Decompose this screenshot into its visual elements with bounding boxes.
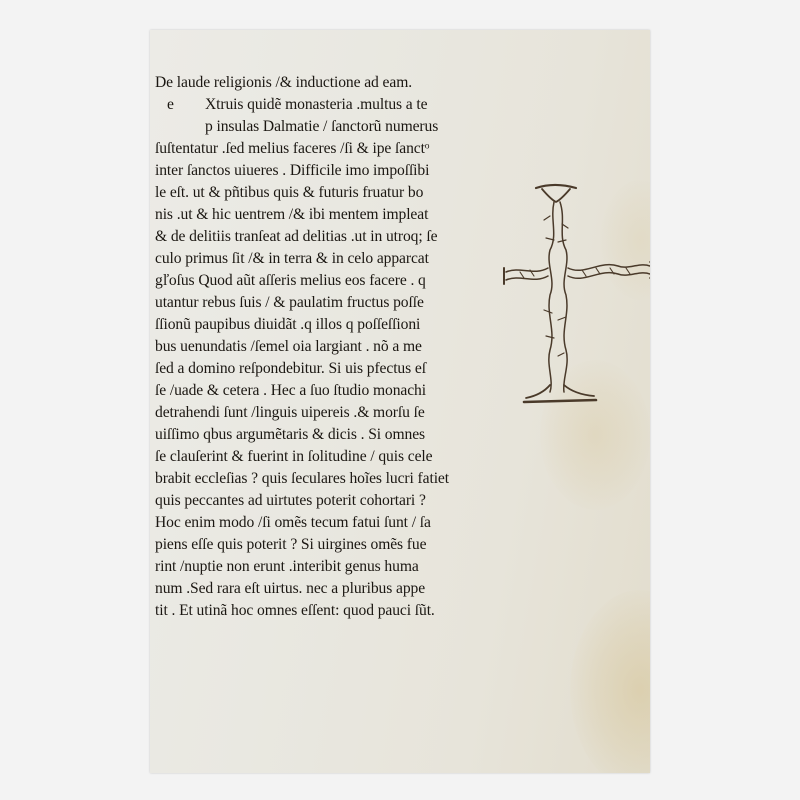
text-line: rint /nuptie non erunt .interibit genus huma — [155, 558, 419, 575]
foxing-stain — [570, 590, 650, 773]
text-line: quis peccantes ad uirtutes poterit cohortari ? — [155, 492, 426, 509]
heading-line: De laude religionis /& inductione ad eam. — [155, 74, 413, 91]
text-line: detrahendi ſunt /linguis uipereis .& morſu ſe — [155, 404, 425, 421]
text-line: Xtruis quidẽ monasteria .multus a te — [205, 96, 428, 113]
text-line: tit . Et utinã hoc omnes eſſent: quod pauci ſũt. — [155, 602, 435, 619]
text-line: uiſſimo qbus argumẽtaris & dicis . Si omnes — [155, 426, 426, 443]
text-line: nis .ut & hic uentrem /& ibi mentem impleat — [155, 206, 429, 223]
text-line: & de delitiis tranſeat ad delitias .ut in utroq; ſe — [155, 228, 438, 245]
text-line: num .Sed rara eſt uirtus. nec a pluribus appe — [155, 580, 426, 597]
text-line: culo primus ſit /& in terra & in celo apparcat — [155, 250, 429, 267]
text-line: gľoſus Quod aũt aſſeris melius eos facere . q — [155, 272, 426, 289]
guide-letter: e — [167, 96, 174, 113]
text-line: bus uenundatis /ſemel oia largiant . nõ a me — [155, 338, 422, 355]
text-line: piens eſſe quis poterit ? Si uirgines omẽs fue — [155, 536, 427, 553]
text-line: p insulas Dalmatie / ſanctorũ numerus — [205, 118, 439, 135]
text-line: ſſionũ paupibus diuidãt .q illos q poſſeſſioni — [155, 316, 421, 333]
text-line: inter ſanctos uiueres . Difficile imo impoſſibi — [155, 162, 430, 179]
manuscript-page — [150, 30, 650, 773]
text-line: ſuſtentatur .ſed melius faceres /ſi & ipe ſanctᵒ — [155, 140, 430, 157]
manicule-cross-icon — [500, 180, 650, 420]
text-line: le eſt. ut & pñtibus quis & futuris fruatur bo — [155, 184, 424, 201]
text-line: ſe /uade & cetera . Hec a ſuo ſtudio monachi — [155, 382, 426, 399]
text-line: Hoc enim modo /ſi omẽs tecum fatui ſunt / ſa — [155, 514, 431, 531]
text-line: ſed a domino reſpondebitur. Si uis pfectus eſ — [155, 360, 426, 377]
text-line: utantur rebus ſuis / & paulatim fructus poſſe — [155, 294, 424, 311]
text-line: brabit eccleſias ? quis ſeculares hoĩes lucri fatiet — [155, 470, 449, 487]
text-line: ſe clauſerint & fuerint in ſolitudine / quis cele — [155, 448, 433, 465]
